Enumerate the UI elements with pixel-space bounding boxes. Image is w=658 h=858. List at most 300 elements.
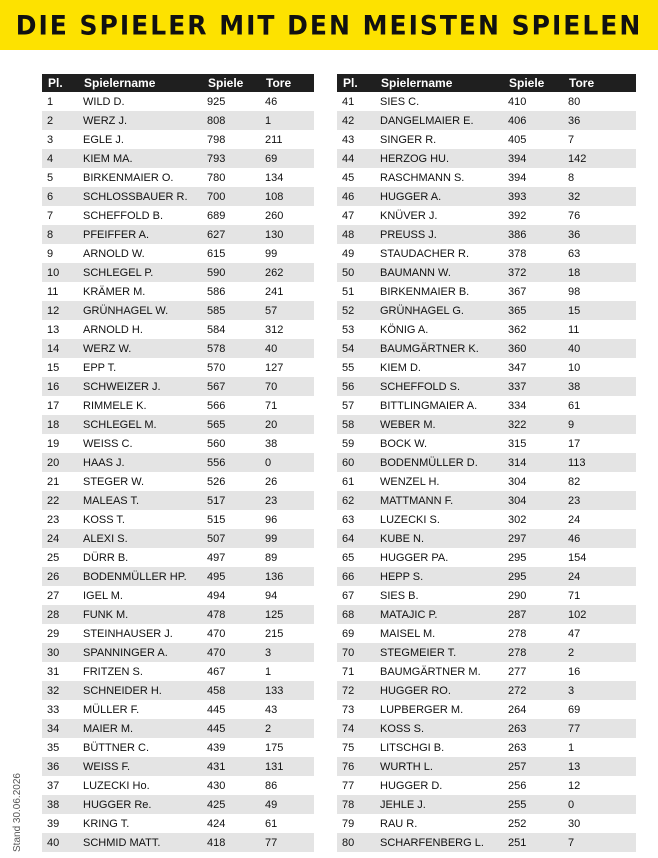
cell-tore: 312 [260,320,314,339]
stand-date: Stand 30.06.2026 [12,773,23,852]
cell-tore: 0 [260,453,314,472]
cell-tore: 94 [260,586,314,605]
cell-spiele: 808 [202,111,260,130]
cell-name: WENZEL H. [375,472,503,491]
cell-tore: 36 [563,111,636,130]
table-row [337,225,636,244]
table-row [42,111,314,130]
table-row [337,814,636,833]
table-row [42,529,314,548]
cell-tore: 3 [563,681,636,700]
cell-name: SCHLEGEL M. [78,415,202,434]
cell-pl: 13 [42,320,78,339]
table-row [42,681,314,700]
cell-tore: 61 [563,396,636,415]
cell-name: DANGELMAIER E. [375,111,503,130]
cell-name: BAUMGÄRTNER K. [375,339,503,358]
cell-pl: 58 [337,415,375,434]
cell-name: SCHLOSSBAUER R. [78,187,202,206]
cell-spiele: 405 [503,130,563,149]
cell-name: KIEM MA. [78,149,202,168]
cell-spiele: 556 [202,453,260,472]
cell-name: SINGER R. [375,130,503,149]
cell-spiele: 360 [503,339,563,358]
cell-tore: 215 [260,624,314,643]
cell-spiele: 526 [202,472,260,491]
cell-spiele: 252 [503,814,563,833]
table-row [337,795,636,814]
cell-pl: 71 [337,662,375,681]
cell-name: SCHMID MATT. [78,833,202,852]
cell-pl: 11 [42,282,78,301]
cell-name: KUBE N. [375,529,503,548]
cell-pl: 36 [42,757,78,776]
table-row [337,624,636,643]
cell-pl: 26 [42,567,78,586]
cell-pl: 70 [337,643,375,662]
cell-tore: 86 [260,776,314,795]
cell-spiele: 394 [503,149,563,168]
cell-pl: 6 [42,187,78,206]
table-row [337,187,636,206]
table-row [337,282,636,301]
cell-pl: 72 [337,681,375,700]
table-row [337,510,636,529]
table-row [42,396,314,415]
cell-spiele: 392 [503,206,563,225]
cell-spiele: 264 [503,700,563,719]
cell-pl: 4 [42,149,78,168]
table-row [42,548,314,567]
cell-tore: 57 [260,301,314,320]
table-row [42,605,314,624]
header-name: Spielername [375,74,503,92]
cell-pl: 43 [337,130,375,149]
cell-pl: 75 [337,738,375,757]
cell-name: SCHARFENBERG L. [375,833,503,852]
cell-spiele: 458 [202,681,260,700]
cell-spiele: 424 [202,814,260,833]
cell-pl: 74 [337,719,375,738]
table-row [42,415,314,434]
cell-pl: 8 [42,225,78,244]
cell-tore: 26 [260,472,314,491]
cell-pl: 63 [337,510,375,529]
cell-spiele: 467 [202,662,260,681]
header-pl: Pl. [337,74,375,92]
cell-spiele: 386 [503,225,563,244]
cell-name: ARNOLD W. [78,244,202,263]
cell-tore: 99 [260,529,314,548]
table-row [337,719,636,738]
cell-pl: 66 [337,567,375,586]
cell-pl: 41 [337,92,375,111]
cell-pl: 48 [337,225,375,244]
header-tore: Tore [563,74,636,92]
cell-tore: 82 [563,472,636,491]
cell-spiele: 507 [202,529,260,548]
table-row [42,244,314,263]
table-row [337,643,636,662]
cell-name: KÖNIG A. [375,320,503,339]
cell-name: HUGGER PA. [375,548,503,567]
header-pl: Pl. [42,74,78,92]
cell-tore: 136 [260,567,314,586]
cell-name: KNÜVER J. [375,206,503,225]
cell-name: MATTMANN F. [375,491,503,510]
cell-spiele: 290 [503,586,563,605]
cell-tore: 10 [563,358,636,377]
cell-spiele: 445 [202,719,260,738]
cell-spiele: 277 [503,662,563,681]
cell-name: LUZECKI S. [375,510,503,529]
cell-pl: 68 [337,605,375,624]
table-body-left [42,92,314,852]
cell-tore: 80 [563,92,636,111]
cell-spiele: 295 [503,567,563,586]
cell-name: ARNOLD H. [78,320,202,339]
table-row [337,396,636,415]
cell-pl: 27 [42,586,78,605]
cell-pl: 59 [337,434,375,453]
table-row [42,282,314,301]
cell-tore: 43 [260,700,314,719]
cell-name: HERZOG HU. [375,149,503,168]
cell-pl: 55 [337,358,375,377]
cell-spiele: 445 [202,700,260,719]
cell-name: HEPP S. [375,567,503,586]
cell-tore: 20 [260,415,314,434]
page-title: DIE SPIELER MIT DEN MEISTEN SPIELEN [15,9,643,41]
table-row [42,833,314,852]
cell-name: GRÜNHAGEL G. [375,301,503,320]
cell-pl: 53 [337,320,375,339]
cell-pl: 20 [42,453,78,472]
table-row [337,605,636,624]
cell-tore: 11 [563,320,636,339]
table-row [42,510,314,529]
cell-name: WEBER M. [375,415,503,434]
cell-name: BITTLINGMAIER A. [375,396,503,415]
table-row [337,434,636,453]
cell-spiele: 278 [503,643,563,662]
cell-spiele: 315 [503,434,563,453]
cell-spiele: 257 [503,757,563,776]
cell-spiele: 431 [202,757,260,776]
cell-tore: 61 [260,814,314,833]
cell-name: STEGER W. [78,472,202,491]
cell-tore: 1 [260,662,314,681]
cell-spiele: 334 [503,396,563,415]
cell-pl: 24 [42,529,78,548]
table-row [337,757,636,776]
table-row [42,662,314,681]
cell-pl: 19 [42,434,78,453]
cell-tore: 69 [260,149,314,168]
cell-name: EPP T. [78,358,202,377]
cell-pl: 33 [42,700,78,719]
cell-spiele: 515 [202,510,260,529]
cell-pl: 38 [42,795,78,814]
cell-spiele: 302 [503,510,563,529]
cell-pl: 10 [42,263,78,282]
table-row [42,491,314,510]
cell-tore: 32 [563,187,636,206]
cell-pl: 54 [337,339,375,358]
cell-tore: 76 [563,206,636,225]
cell-spiele: 406 [503,111,563,130]
cell-tore: 38 [563,377,636,396]
cell-spiele: 287 [503,605,563,624]
cell-pl: 77 [337,776,375,795]
table-row [42,149,314,168]
cell-pl: 50 [337,263,375,282]
cell-tore: 2 [260,719,314,738]
cell-name: BODENMÜLLER D. [375,453,503,472]
table-row [42,472,314,491]
table-row [42,643,314,662]
cell-name: MÜLLER F. [78,700,202,719]
table-row [337,339,636,358]
cell-tore: 154 [563,548,636,567]
cell-spiele: 263 [503,719,563,738]
cell-name: KRÄMER M. [78,282,202,301]
cell-name: MAIER M. [78,719,202,738]
players-table-left [42,74,314,852]
cell-name: KOSS T. [78,510,202,529]
table-row [337,206,636,225]
cell-pl: 65 [337,548,375,567]
table-row [337,149,636,168]
cell-pl: 78 [337,795,375,814]
cell-tore: 3 [260,643,314,662]
cell-pl: 39 [42,814,78,833]
cell-pl: 37 [42,776,78,795]
cell-pl: 69 [337,624,375,643]
cell-tore: 63 [563,244,636,263]
cell-spiele: 627 [202,225,260,244]
table-row [42,757,314,776]
cell-spiele: 362 [503,320,563,339]
table-row [337,529,636,548]
cell-tore: 17 [563,434,636,453]
cell-pl: 67 [337,586,375,605]
cell-tore: 38 [260,434,314,453]
cell-pl: 56 [337,377,375,396]
cell-tore: 18 [563,263,636,282]
cell-tore: 2 [563,643,636,662]
table-row [42,567,314,586]
cell-tore: 98 [563,282,636,301]
table-row [42,700,314,719]
cell-tore: 113 [563,453,636,472]
cell-tore: 8 [563,168,636,187]
cell-pl: 35 [42,738,78,757]
cell-tore: 211 [260,130,314,149]
cell-tore: 30 [563,814,636,833]
table-row [42,92,314,111]
table-row [337,453,636,472]
cell-name: BOCK W. [375,434,503,453]
cell-name: SCHEFFOLD S. [375,377,503,396]
cell-spiele: 430 [202,776,260,795]
table-row [42,339,314,358]
cell-spiele: 565 [202,415,260,434]
cell-spiele: 439 [202,738,260,757]
table-row [337,776,636,795]
table-row [337,586,636,605]
table-row [337,320,636,339]
cell-spiele: 304 [503,491,563,510]
cell-name: MATAJIC P. [375,605,503,624]
cell-tore: 77 [563,719,636,738]
cell-tore: 130 [260,225,314,244]
table-header-row [42,74,314,92]
cell-spiele: 780 [202,168,260,187]
cell-pl: 62 [337,491,375,510]
cell-pl: 22 [42,491,78,510]
cell-spiele: 263 [503,738,563,757]
table-row [42,776,314,795]
cell-name: LITSCHGI B. [375,738,503,757]
cell-name: BAUMANN W. [375,263,503,282]
cell-tore: 12 [563,776,636,795]
cell-tore: 46 [563,529,636,548]
cell-name: SIES C. [375,92,503,111]
cell-tore: 125 [260,605,314,624]
cell-name: KOSS S. [375,719,503,738]
cell-tore: 0 [563,795,636,814]
cell-pl: 14 [42,339,78,358]
cell-name: LUZECKI Ho. [78,776,202,795]
title-banner [0,0,658,50]
cell-name: BODENMÜLLER HP. [78,567,202,586]
cell-spiele: 798 [202,130,260,149]
cell-name: SIES B. [375,586,503,605]
cell-pl: 28 [42,605,78,624]
cell-spiele: 585 [202,301,260,320]
cell-pl: 18 [42,415,78,434]
table-row [337,92,636,111]
cell-pl: 57 [337,396,375,415]
cell-spiele: 337 [503,377,563,396]
header-spiele: Spiele [202,74,260,92]
cell-tore: 1 [260,111,314,130]
cell-name: HUGGER A. [375,187,503,206]
table-row [42,187,314,206]
table-row [337,548,636,567]
cell-pl: 7 [42,206,78,225]
cell-spiele: 322 [503,415,563,434]
cell-name: WERZ J. [78,111,202,130]
cell-name: SPANNINGER A. [78,643,202,662]
table-row [337,111,636,130]
table-row [337,833,636,852]
table-header-row [337,74,636,92]
cell-pl: 34 [42,719,78,738]
table-row [42,586,314,605]
cell-spiele: 586 [202,282,260,301]
cell-spiele: 478 [202,605,260,624]
cell-spiele: 570 [202,358,260,377]
cell-pl: 23 [42,510,78,529]
cell-tore: 70 [260,377,314,396]
cell-pl: 17 [42,396,78,415]
table-row [337,244,636,263]
cell-name: KRING T. [78,814,202,833]
cell-pl: 49 [337,244,375,263]
cell-spiele: 590 [202,263,260,282]
table-row [337,263,636,282]
table-row [42,453,314,472]
cell-name: BIRKENMAIER O. [78,168,202,187]
cell-tore: 131 [260,757,314,776]
table-row [42,225,314,244]
cell-spiele: 689 [202,206,260,225]
cell-name: SCHEFFOLD B. [78,206,202,225]
cell-name: BAUMGÄRTNER M. [375,662,503,681]
table-row [42,168,314,187]
cell-spiele: 347 [503,358,563,377]
cell-tore: 40 [563,339,636,358]
cell-pl: 12 [42,301,78,320]
table-row [337,491,636,510]
table-row [337,130,636,149]
cell-tore: 46 [260,92,314,111]
cell-pl: 15 [42,358,78,377]
cell-name: BÜTTNER C. [78,738,202,757]
cell-pl: 42 [337,111,375,130]
cell-pl: 47 [337,206,375,225]
cell-name: HUGGER D. [375,776,503,795]
cell-spiele: 578 [202,339,260,358]
cell-spiele: 394 [503,168,563,187]
table-row [42,130,314,149]
table-row [42,795,314,814]
cell-name: WEISS C. [78,434,202,453]
cell-spiele: 304 [503,472,563,491]
cell-spiele: 470 [202,643,260,662]
cell-name: BIRKENMAIER B. [375,282,503,301]
cell-spiele: 497 [202,548,260,567]
cell-tore: 24 [563,567,636,586]
cell-name: IGEL M. [78,586,202,605]
cell-pl: 5 [42,168,78,187]
cell-name: KIEM D. [375,358,503,377]
cell-tore: 36 [563,225,636,244]
cell-pl: 25 [42,548,78,567]
table-row [42,358,314,377]
cell-name: SCHLEGEL P. [78,263,202,282]
cell-tore: 99 [260,244,314,263]
cell-tore: 15 [563,301,636,320]
cell-spiele: 365 [503,301,563,320]
cell-spiele: 255 [503,795,563,814]
cell-spiele: 378 [503,244,563,263]
cell-name: RAU R. [375,814,503,833]
cell-spiele: 393 [503,187,563,206]
cell-pl: 45 [337,168,375,187]
table-row [337,301,636,320]
cell-tore: 175 [260,738,314,757]
table-row [337,415,636,434]
cell-spiele: 567 [202,377,260,396]
cell-name: LUPBERGER M. [375,700,503,719]
cell-spiele: 272 [503,681,563,700]
header-tore: Tore [260,74,314,92]
cell-name: STAUDACHER R. [375,244,503,263]
cell-name: MALEAS T. [78,491,202,510]
